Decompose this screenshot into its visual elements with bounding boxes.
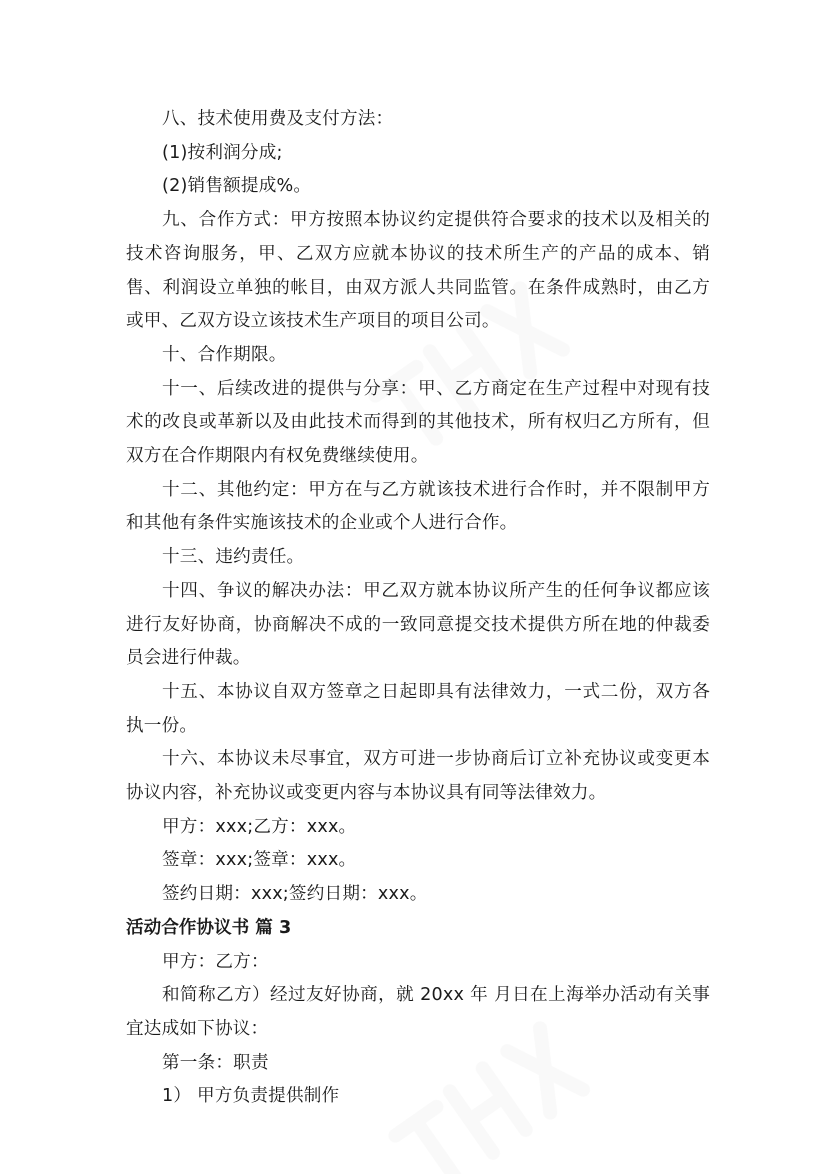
signature-seals: 签章：xxx;签章：xxx。 (162, 850, 357, 871)
paragraph-16: 十六、本协议未尽事宜，双方可进一步协商后订立补充协议或变更本协议内容，补充协议或变更内容与本协议具有同等法律效力。 (126, 749, 710, 804)
paragraph-8-item-1: (1)按利润分成; (162, 142, 283, 163)
paragraph-14: 十四、争议的解决办法：甲乙双方就本协议所产生的任何争议都应该进行友好协商，协商解决不成的一致同意提交技术提供方所在地的仲裁委员会进行仲裁。 (126, 580, 710, 669)
paragraph-8: 八、技术使用费及支付方法： (162, 109, 394, 129)
paragraph-10: 十、合作期限。 (162, 344, 287, 365)
article-1-item-1: 1） 甲方负责提供制作 (162, 1086, 340, 1107)
document-body (126, 103, 710, 1114)
paragraph-13: 十三、违约责任。 (162, 547, 305, 568)
paragraph-15: 十五、本协议自双方签章之日起即具有法律效力，一式二份，双方各执一份。 (126, 681, 710, 736)
paragraph-8-item-2: (2)销售额提成%。 (162, 176, 312, 197)
parties-line: 甲方：乙方： (162, 951, 269, 972)
paragraph-9: 九、合作方式：甲方按照本协议约定提供符合要求的技术以及相关的技术咨询服务，甲、乙双方应就本协议的技术所生产的产品的成本、销售、利润设立单独的帐目，由双方派人共同监管。在条件成熟时，由乙方或甲、乙双方设立该技术生产项目的项目公司。 (126, 210, 710, 332)
article-1-title: 第一条：职责 (162, 1052, 269, 1073)
intro-paragraph: 和简称乙方）经过友好协商，就 20xx 年 月日在上海举办活动有关事宜达成如下协议： (126, 985, 710, 1039)
section-heading: 活动合作协议书 篇 3 (126, 917, 292, 938)
paragraph-12: 十二、其他约定：甲方在与乙方就该技术进行合作时，并不限制甲方和其他有条件实施该技术的企业或个人进行合作。 (126, 479, 710, 534)
signature-parties: 甲方：xxx;乙方：xxx。 (162, 816, 357, 837)
paragraph-11: 十一、后续改进的提供与分享：甲、乙方商定在生产过程中对现有技术的改良或革新以及由此技术而得到的其他技术，所有权归乙方所有，但双方在合作期限内有权免费继续使用。 (126, 378, 710, 467)
signature-dates: 签约日期：xxx;签约日期：xxx。 (162, 884, 428, 905)
